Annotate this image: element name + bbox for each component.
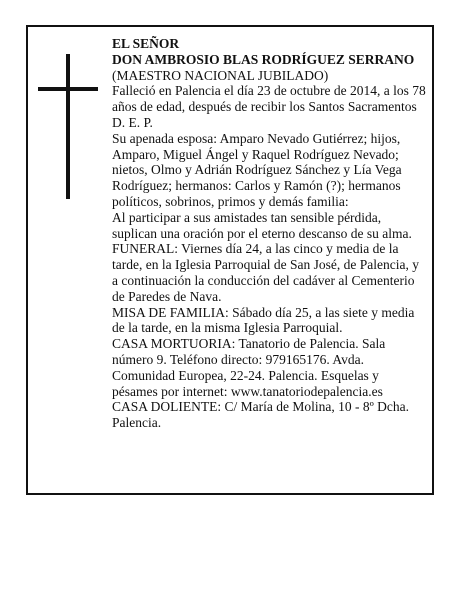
rip: D. E. P. [112,114,153,130]
cross-icon [38,54,98,199]
family-list: Su apenada esposa: Amparo Nevado Gutiérrez; hijos, Amparo, Miguel Ángel y Raquel Rodríguez Nevado; nietos, Olmo y Adrián Rodríguez Sánchez y Lía Vega Rodríguez; hermanos: Carlos y Ramón (?); hermanos políticos, sobrinos, primos y demás familia: [112,130,402,209]
profession: (MAESTRO NACIONAL JUBILADO) [112,67,329,83]
prayer-request: Al participar a sus amistades tan sensible pérdida, suplican una oración por el eterno descanso de su alma. [112,209,412,241]
death-details: Falleció en Palencia el día 23 de octubre de 2014, a los 78 años de edad, después de recibir los Santos Sacramentos [112,83,426,115]
funeral-home-info: CASA MORTUORIA: Tanatorio de Palencia. Sala número 9. Teléfono directo: 979165176. Avda. Comunidad Europea, 22-24. Palencia. Esquelas y pésames por internet: www.tanatoriodepalencia.es [112,336,386,399]
funeral-info: FUNERAL: Viernes día 24, a las cinco y media de la tarde, en la Iglesia Parroquial de San José, de Palencia, y a continuación la conducción del cadáver al Cementerio de Paredes de Nava. [112,241,420,304]
family-mass-info: MISA DE FAMILIA: Sábado día 25, a las siete y media de la tarde, en la misma Iglesia Parroquial. [112,304,415,336]
mourning-house-info: CASA DOLIENTE: C/ María de Molina, 10 - 8º Dcha. Palencia. [112,399,410,431]
cross-vertical-bar [66,54,70,199]
obituary-text [112,36,428,431]
cross-horizontal-bar [38,87,98,91]
deceased-name: DON AMBROSIO BLAS RODRÍGUEZ SERRANO [112,51,415,67]
heading: EL SEÑOR [112,36,180,51]
